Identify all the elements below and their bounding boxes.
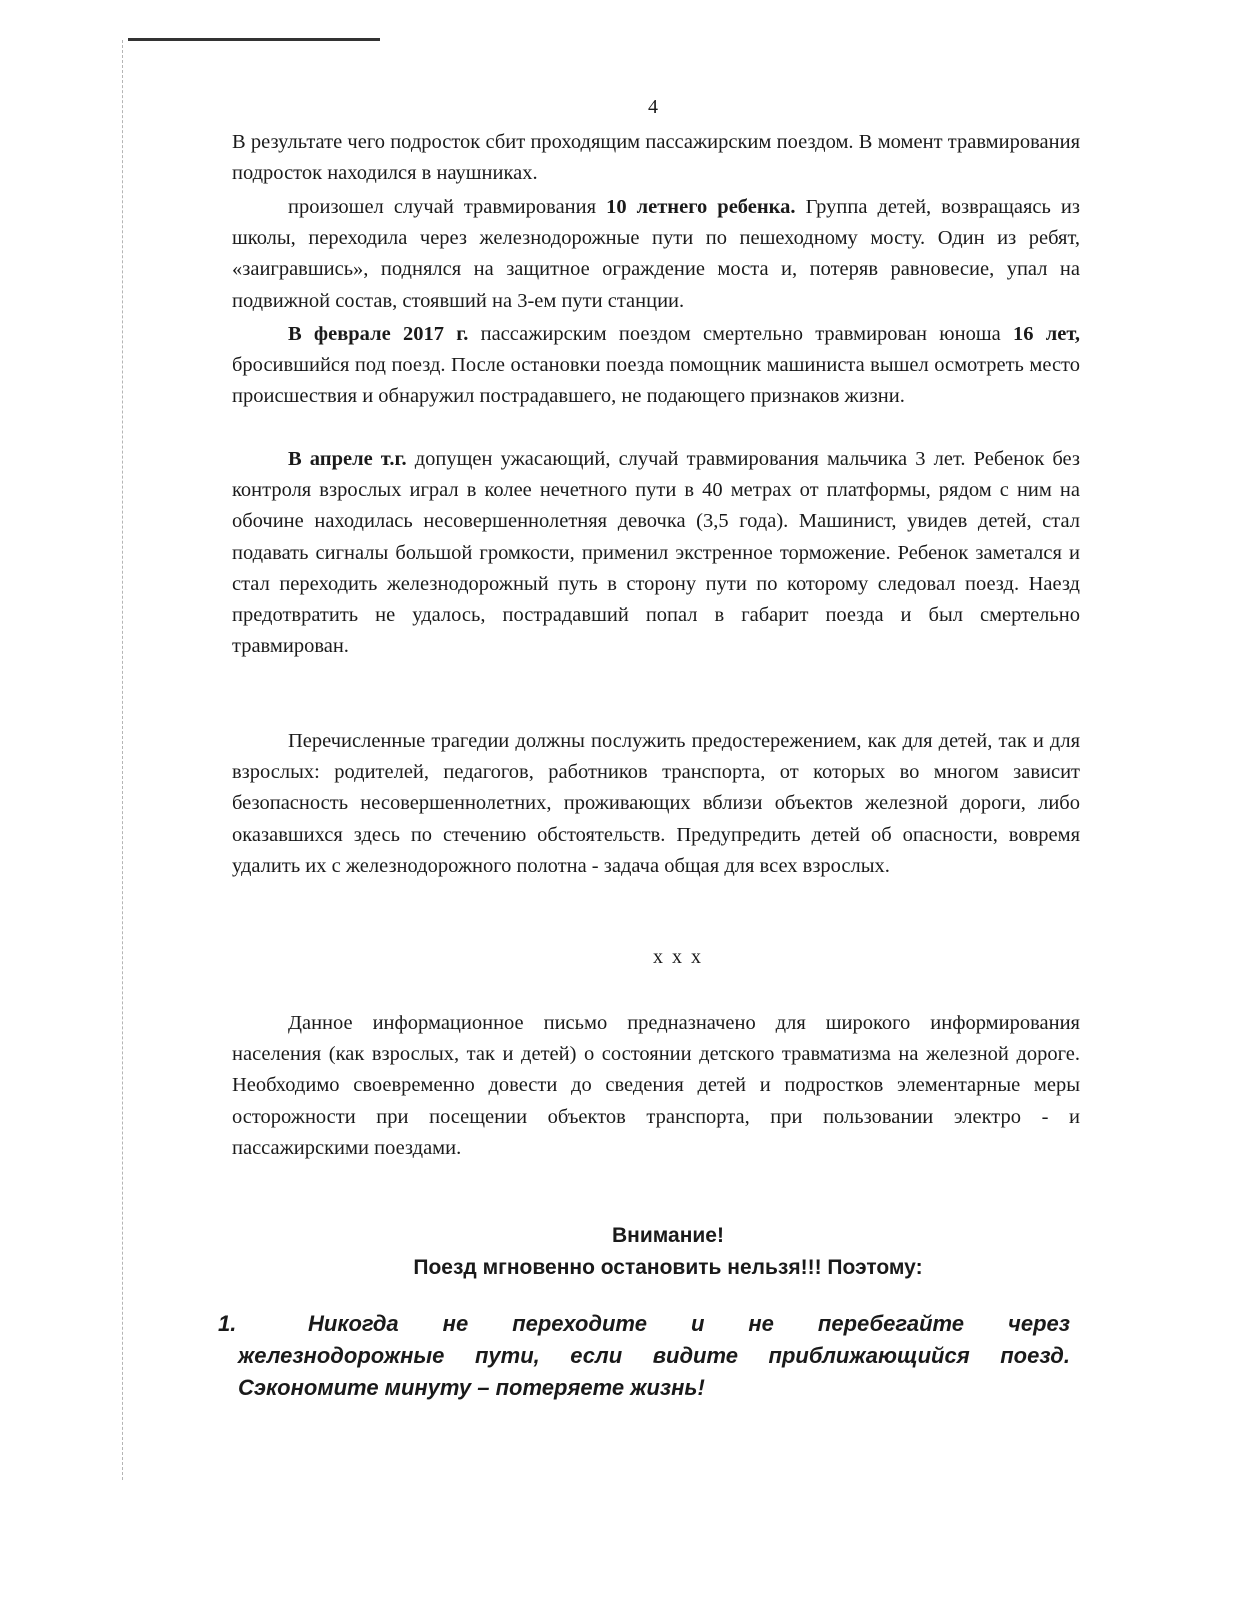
paragraph-bold: В апреле т.г.	[288, 448, 407, 470]
paragraph-4	[232, 444, 1080, 662]
warning-subtitle: Поезд мгновенно остановить нельзя!!! Поэтому:	[413, 1256, 923, 1279]
page-number: 4	[648, 96, 658, 118]
paragraph-text: Перечисленные трагедии должны послужить предостережением, как для детей, так и для взрослых: родителей, педагогов, работников транспорта, от которых во многом зависит безопасность несовершеннолетних, проживающих вблизи объектов железной дороги, либо оказавшихся здесь по стечению обстоятельств. Предупредить детей об опасности, вовремя удалить их с железнодорожного полотна - задача общая для всех взрослых.	[232, 730, 1080, 877]
section-separator	[0, 946, 1236, 969]
paragraph-text: В результате чего подросток сбит проходящим пассажирским поездом. В момент травмирования подросток находился в наушниках.	[232, 131, 1080, 185]
paragraph-text: допущен ужасающий, случай травмирования мальчика 3 лет. Ребенок без контроля взрослых играл в колее нечетного пути в 40 метрах от платформы, рядом с ним на обочине находилась несовершеннолетняя девочка (3,5 года). Машинист, увидев детей, стал подавать сигналы большой громкости, применил экстренное торможение. Ребенок заметался и стал переходить железнодорожный путь в сторону пути по которому следовал поезд. Наезд предотвратить не удалось, пострадавший попал в габарит поезда и был смертельно травмирован.	[232, 448, 1081, 658]
paragraph-text: бросившийся под поезд. После остановки поезда помощник машиниста вышел осмотреть место происшествия и обнаружил пострадавшего, не подающего признаков жизни.	[232, 354, 1080, 408]
rule-item-1	[218, 1308, 1070, 1404]
paragraph-text: Группа детей, возвращаясь из школы, переходила через железнодорожные пути по пешеходному мосту. Один из ребят, «заигравшись», поднялся на защитное ограждение моста и, потеряв равновесие, упал на подвижной состав, стоявший на 3-ем пути станции.	[232, 196, 1080, 312]
paragraph-5	[232, 726, 1080, 882]
paragraph-bold: В феврале 2017 г.	[288, 323, 469, 345]
paragraph-bold: 16 лет,	[1012, 323, 1080, 345]
separator-text: x x x	[653, 946, 703, 968]
rule-number: 1.	[218, 1311, 237, 1336]
paragraph-text: Данное информационное письмо предназначено для широкого информирования населения (как взрослых, так и детей) о состоянии детского травматизма на железной дороге. Необходимо своевременно довести до сведения детей и подростков элементарные меры осторожности при посещении объектов транспорта, при пользовании электро - и пассажирскими поездами.	[232, 1012, 1080, 1159]
paragraph-2	[232, 192, 1080, 317]
paragraph-6	[232, 1008, 1080, 1164]
paragraph-text: пассажирским поездом смертельно травмирован юноша	[468, 323, 1013, 345]
paragraph-bold: 10 летнего ребенка.	[606, 196, 796, 218]
paragraph-3	[232, 319, 1080, 413]
paragraph-1	[232, 127, 1080, 189]
scan-artifact-line	[128, 38, 380, 41]
scan-artifact-edge	[122, 40, 123, 1480]
rule-text-rest: железнодорожные пути, если видите приближающийся поезд. Сэкономите минуту – потеряете жизнь!	[238, 1343, 1070, 1400]
rule-text-first: Никогда не переходите и не перебегайте через	[308, 1311, 1070, 1336]
paragraph-text: произошел случай травмирования	[288, 196, 607, 218]
warning-title: Внимание!	[612, 1224, 724, 1247]
